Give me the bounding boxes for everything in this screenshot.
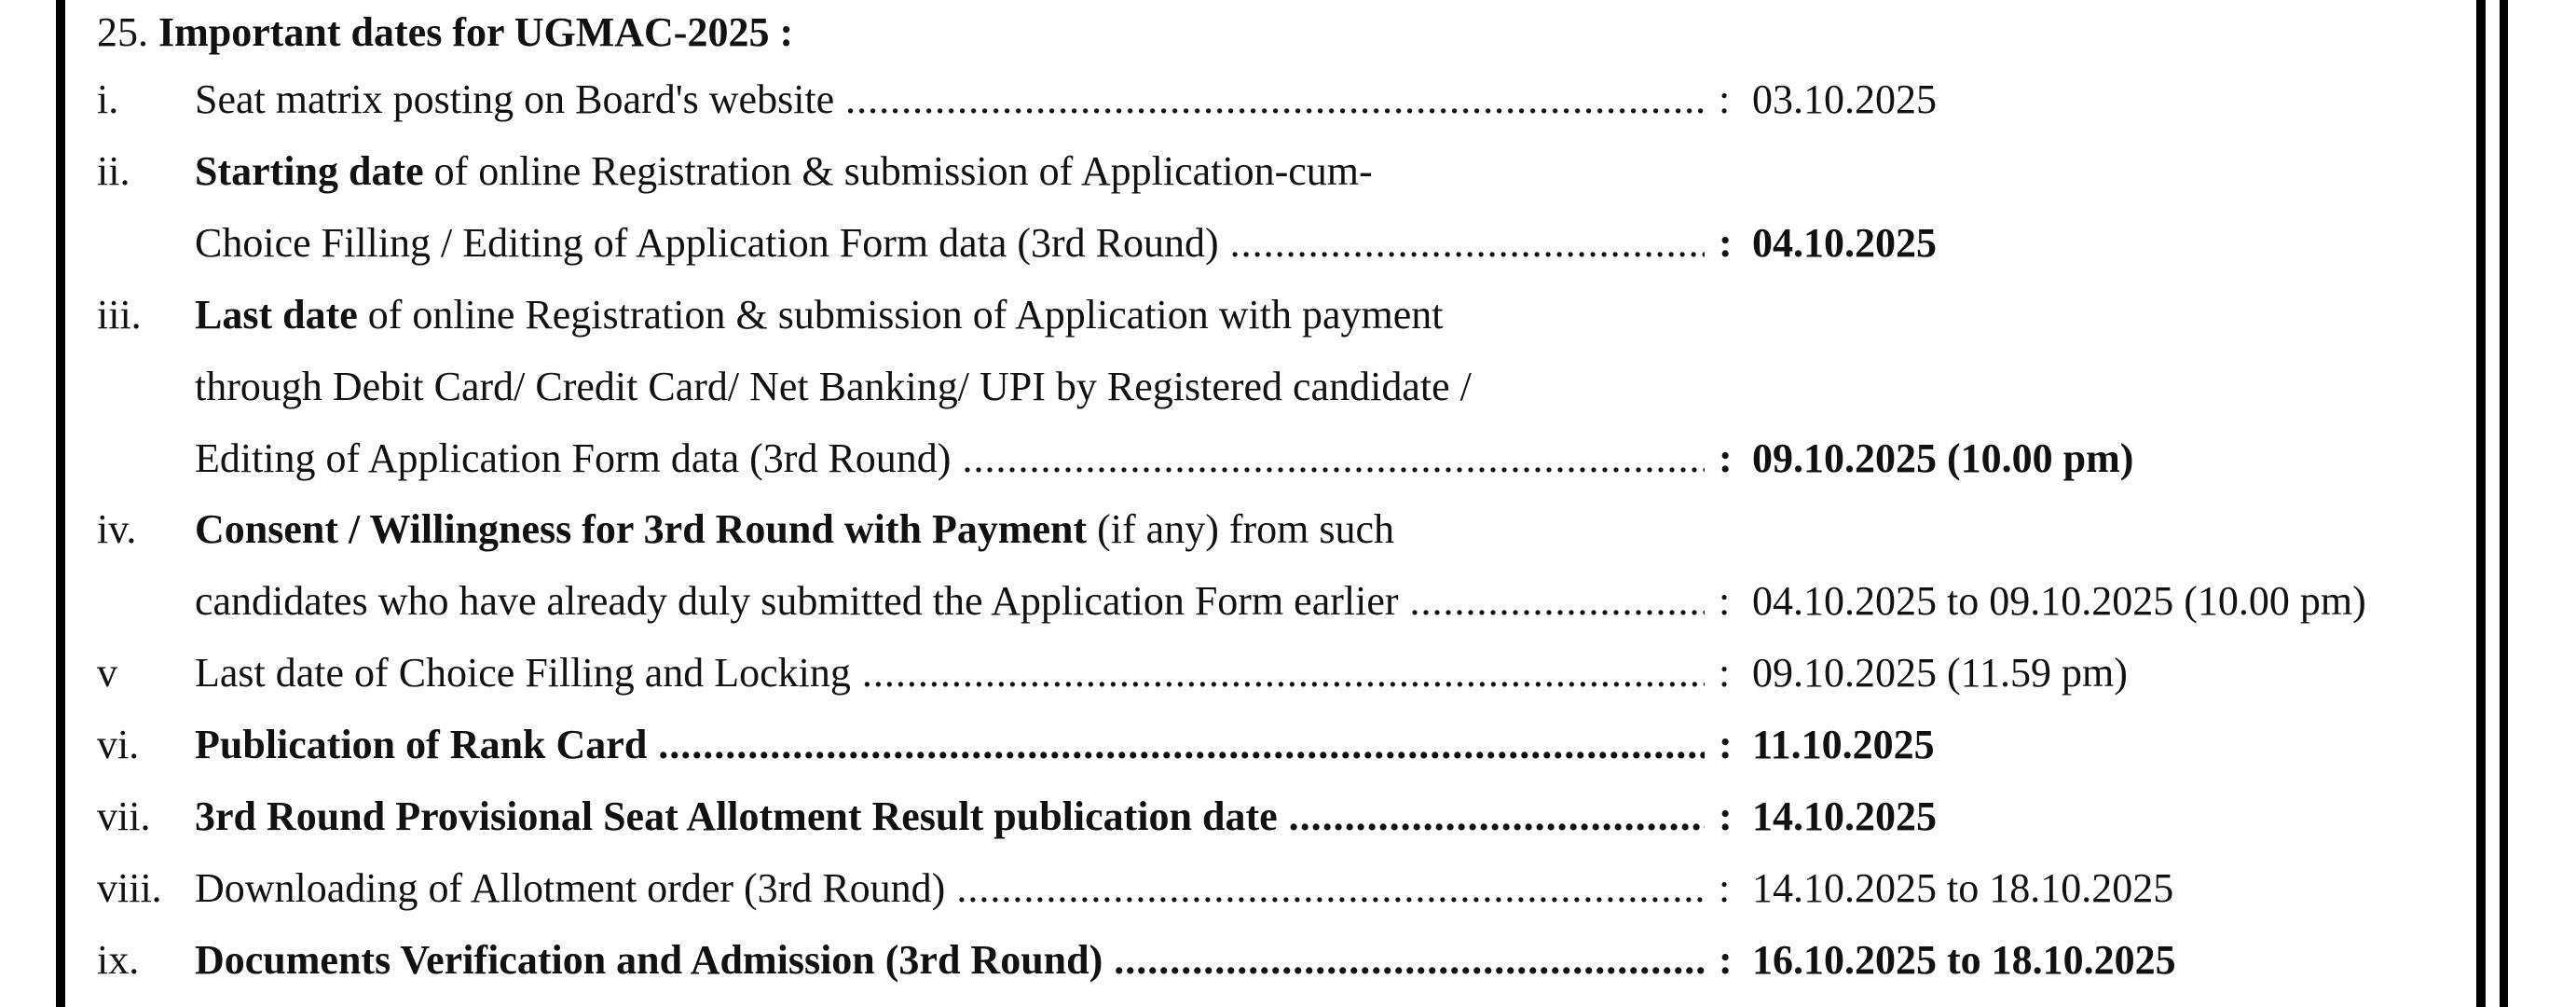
date-item bbox=[0, 280, 2576, 351]
item-date: 04.10.2025 bbox=[1752, 220, 1937, 266]
item-number: ix. bbox=[97, 937, 140, 983]
date-separator: : bbox=[1719, 220, 1733, 266]
item-text-bold: Publication of Rank Card bbox=[195, 722, 648, 767]
date-item-continuation bbox=[0, 352, 2576, 422]
item-number: viii. bbox=[97, 865, 162, 911]
item-description bbox=[195, 781, 1705, 852]
item-text: Downloading of Allotment order (3rd Round) bbox=[195, 865, 946, 911]
item-description bbox=[195, 710, 1705, 780]
date-item bbox=[0, 925, 2576, 996]
item-date: 03.10.2025 bbox=[1752, 76, 1937, 122]
item-text-bold: Starting date bbox=[195, 148, 424, 194]
item-number: vi. bbox=[97, 722, 140, 767]
section-heading bbox=[97, 4, 793, 62]
date-separator: : bbox=[1719, 793, 1733, 839]
item-description bbox=[195, 136, 2338, 207]
item-text-bold: Documents Verification and Admission (3rd Round) bbox=[195, 937, 1103, 983]
item-number: ii. bbox=[97, 148, 130, 194]
item-description bbox=[195, 64, 1705, 135]
item-number: iii. bbox=[97, 292, 142, 338]
item-text: (if any) from such bbox=[1087, 506, 1395, 552]
date-item bbox=[0, 64, 2576, 135]
date-item bbox=[0, 781, 2576, 852]
date-separator: : bbox=[1719, 650, 1731, 696]
item-number: i. bbox=[97, 76, 119, 122]
section-number: 25. bbox=[97, 9, 148, 55]
item-number: iv. bbox=[97, 506, 137, 552]
item-text-bold: 3rd Round Provisional Seat Allotment Result publication date bbox=[195, 793, 1278, 839]
item-date: 11.10.2025 bbox=[1752, 722, 1935, 767]
item-number: vii. bbox=[97, 793, 151, 839]
item-description bbox=[195, 208, 1705, 279]
item-description bbox=[195, 853, 1705, 924]
item-date: 09.10.2025 (11.59 pm) bbox=[1752, 650, 2128, 696]
item-date: 14.10.2025 bbox=[1752, 793, 1937, 839]
item-text: through Debit Card/ Credit Card/ Net Banking/ UPI by Registered candidate / bbox=[195, 364, 1472, 409]
item-description bbox=[195, 423, 1705, 494]
date-separator: : bbox=[1719, 76, 1731, 122]
item-date: 16.10.2025 to 18.10.2025 bbox=[1752, 937, 2176, 983]
date-item bbox=[0, 710, 2576, 780]
item-description bbox=[195, 494, 2338, 565]
item-description bbox=[195, 925, 1705, 996]
item-date: 14.10.2025 to 18.10.2025 bbox=[1752, 865, 2174, 911]
item-text: Editing of Application Form data (3rd Round) bbox=[195, 435, 952, 481]
item-text: Seat matrix posting on Board's website bbox=[195, 76, 835, 122]
item-date: 04.10.2025 to 09.10.2025 (10.00 pm) bbox=[1752, 578, 2366, 624]
item-description bbox=[195, 638, 1705, 709]
section-title: Important dates for UGMAC-2025 : bbox=[158, 9, 794, 55]
item-description bbox=[195, 352, 2338, 422]
item-text: of online Registration & submission of Application-cum- bbox=[423, 148, 1373, 194]
date-separator: : bbox=[1719, 722, 1733, 767]
date-separator: : bbox=[1719, 865, 1731, 911]
item-date: 09.10.2025 (10.00 pm) bbox=[1752, 435, 2134, 481]
date-item-continuation bbox=[0, 566, 2576, 637]
item-description bbox=[195, 280, 2338, 351]
date-item bbox=[0, 136, 2576, 207]
date-item-continuation bbox=[0, 208, 2576, 279]
date-separator: : bbox=[1719, 578, 1731, 624]
date-item bbox=[0, 853, 2576, 924]
date-separator: : bbox=[1719, 937, 1733, 983]
item-text: Last date of Choice Filling and Locking bbox=[195, 650, 851, 696]
item-description bbox=[195, 566, 1705, 637]
date-separator: : bbox=[1719, 435, 1733, 481]
date-item-continuation bbox=[0, 423, 2576, 494]
item-text: candidates who have already duly submitted the Application Form earlier bbox=[195, 578, 1399, 624]
item-text: Choice Filling / Editing of Application Form data (3rd Round) bbox=[195, 220, 1219, 266]
item-text: of online Registration & submission of Application with payment bbox=[357, 292, 1444, 338]
item-text-bold: Last date bbox=[195, 292, 358, 338]
date-item bbox=[0, 494, 2576, 565]
date-item bbox=[0, 638, 2576, 709]
item-text-bold: Consent / Willingness for 3rd Round with Payment bbox=[195, 506, 1088, 552]
item-number: v bbox=[97, 650, 117, 696]
